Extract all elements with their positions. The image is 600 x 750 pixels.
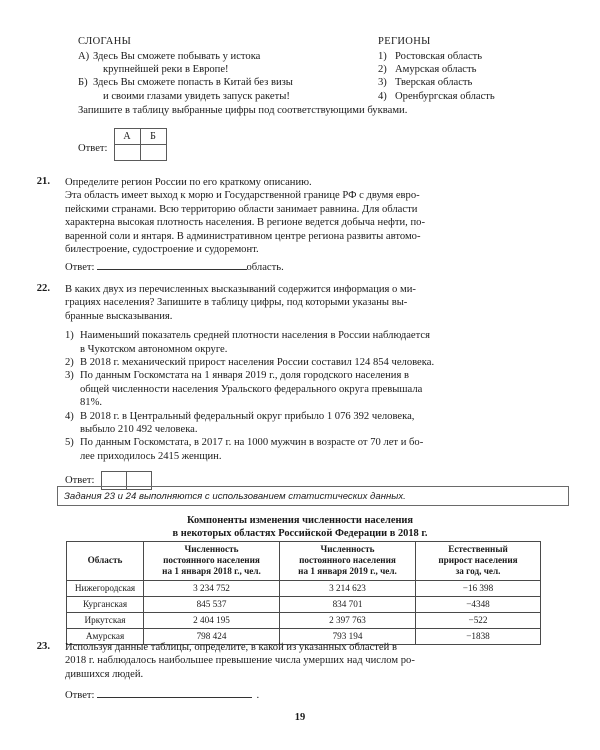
table-row xyxy=(67,581,541,597)
table-cell-pop2019: 2 397 763 xyxy=(280,613,416,629)
table-cell-pop2019: 834 701 xyxy=(280,597,416,613)
data-table-header-region-line-1: Область xyxy=(87,555,123,565)
region-item-3 xyxy=(378,76,578,89)
slogan-item-a xyxy=(78,50,378,76)
question-23-answer-suffix: . xyxy=(256,690,260,702)
question-22-option-3-text xyxy=(80,369,580,409)
data-table-header-pop2018-line-3: на 1 января 2018 г., чел. xyxy=(162,566,261,576)
question-21 xyxy=(20,176,580,275)
table-row xyxy=(67,613,541,629)
statistics-instruction-text: Задания 23 и 24 выполняются с использованием статистических данных. xyxy=(64,490,406,502)
region-item-4 xyxy=(378,90,578,103)
question-23-line-3: дившихся людей. xyxy=(65,668,144,680)
question-22-option-2[interactable] xyxy=(65,356,580,369)
region-item-2 xyxy=(378,63,578,76)
question-23-text xyxy=(65,641,580,681)
data-table-head xyxy=(67,542,541,581)
data-table-header-natural-growth-line-2: прирост населения xyxy=(438,555,518,565)
matching-answer-cell-a[interactable] xyxy=(114,145,140,161)
question-22-answer-label: Ответ: xyxy=(65,474,95,486)
question-22-options xyxy=(65,329,580,463)
region-marker-4: 4) xyxy=(378,90,387,102)
slogans-column xyxy=(78,36,378,103)
question-21-answer-input[interactable] xyxy=(97,260,247,270)
matching-answer-label: Ответ: xyxy=(78,143,108,154)
question-22-prompt-line-3: бранные высказывания. xyxy=(65,310,173,322)
matching-answer-header-a: А xyxy=(114,129,140,145)
question-21-prompt: Определите регион России по его краткому описанию. xyxy=(65,177,312,188)
data-table-title-line-2: в некоторых областях Российской Федерации в 2018 г. xyxy=(172,527,428,539)
table-cell-natural-growth: −16 398 xyxy=(416,581,541,597)
region-marker-1: 1) xyxy=(378,51,387,62)
data-table-header-pop2019-line-1: Численность xyxy=(320,544,375,554)
question-21-desc-line-3: характерна высокая плотность населения. В регионе ведется добыча нефти, по- xyxy=(65,217,425,229)
data-table-header-natural-growth-line-1: Естественный xyxy=(448,544,508,554)
slogan-line-a1: Здесь Вы сможете побывать у истока xyxy=(93,51,261,62)
matching-answer-header-row xyxy=(114,129,166,145)
question-22-option-1-line-1: Наименьший показатель средней плотности населения в России наблюдается xyxy=(80,330,430,342)
region-marker-3: 3) xyxy=(378,77,387,89)
table-cell-pop2018: 798 424 xyxy=(144,629,280,645)
question-22-option-2-text xyxy=(80,356,580,369)
question-22-prompt-line-2: грациях населения? Запишите в таблицу цифры, под которыми указаны вы- xyxy=(65,297,408,309)
question-22-option-1-line-2: в Чукотском автономном округе. xyxy=(80,343,228,355)
table-cell-region: Иркутская xyxy=(67,613,144,629)
data-table-title-line-1: Компоненты изменения численности населения xyxy=(186,515,414,526)
question-22-option-5-line-2: лее приходилось 2415 женщин. xyxy=(80,450,222,462)
data-table-header-natural-growth xyxy=(416,542,541,581)
question-21-desc-line-5: билестроение, судостроение и судоремонт. xyxy=(65,244,259,256)
data-table-header-pop2019 xyxy=(280,542,416,581)
question-22-option-5-line-1: По данным Госкомстата, в 2017 г. на 1000 мужчин в возрасте от 70 лет и бо- xyxy=(80,437,424,449)
question-22-option-2-marker: 2) xyxy=(65,357,74,369)
question-22 xyxy=(20,283,580,490)
data-table-header-natural-growth-line-3: за год, чел. xyxy=(455,566,501,576)
region-label-3: Тверская область xyxy=(395,77,473,89)
question-22-option-3-line-1: По данным Госкомстата на 1 января 2019 г., доля городского населения в xyxy=(80,370,409,382)
question-22-option-3-line-2: общей численности населения Уральского федерального округа превышала xyxy=(80,383,423,395)
slogan-line-b2: и своими глазами увидеть запуск ракеты! xyxy=(103,90,290,102)
data-table-header-pop2018-line-1: Численность xyxy=(184,544,239,554)
question-22-option-3-line-3: 81%. xyxy=(80,397,103,409)
region-label-4: Оренбургская область xyxy=(395,90,495,102)
question-23-answer-label: Ответ: xyxy=(65,690,95,702)
question-22-option-5-marker: 5) xyxy=(65,437,74,449)
slogan-item-b xyxy=(78,76,378,102)
question-23-answer-input[interactable] xyxy=(97,688,252,698)
table-cell-pop2019: 793 194 xyxy=(280,629,416,645)
question-23-answer-area xyxy=(65,688,580,702)
slogans-heading: СЛОГАНЫ xyxy=(78,36,132,47)
table-cell-pop2018: 3 234 752 xyxy=(144,581,280,597)
question-21-desc-line-2: пейскими странами. Всю территорию области занимает равнина. Для области xyxy=(65,203,418,215)
slogan-line-a2: крупнейшей реки в Европе! xyxy=(103,64,229,76)
region-label-2: Амурская область xyxy=(395,64,477,76)
data-table-body xyxy=(67,581,541,645)
population-data-table xyxy=(66,541,541,645)
question-23 xyxy=(20,641,580,703)
question-22-option-2-line-1: В 2018 г. механический прирост населения России составил 124 854 человека. xyxy=(80,357,435,369)
table-cell-pop2018: 2 404 195 xyxy=(144,613,280,629)
question-22-option-3[interactable] xyxy=(65,369,580,409)
data-table-header-row xyxy=(67,542,541,581)
data-table-header-region xyxy=(67,542,144,581)
table-cell-natural-growth: −522 xyxy=(416,613,541,629)
question-23-line-1: Используя данные таблицы, определите, в какой из указанных областей в xyxy=(65,642,397,653)
data-table-header-pop2019-line-3: на 1 января 2019 г., чел. xyxy=(298,566,397,576)
region-marker-2: 2) xyxy=(378,64,387,76)
question-22-option-4-marker: 4) xyxy=(65,410,74,422)
slogan-line-b1: Здесь Вы сможете попасть в Китай без визы xyxy=(93,77,293,89)
question-22-option-3-marker: 3) xyxy=(65,370,74,382)
slogan-marker-a: А) xyxy=(78,51,90,62)
question-22-number: 22. xyxy=(36,283,50,294)
matching-answer-area xyxy=(78,128,167,161)
question-22-option-1[interactable] xyxy=(65,329,580,356)
table-cell-pop2018: 845 537 xyxy=(144,597,280,613)
region-item-1 xyxy=(378,50,578,63)
question-22-option-4-line-1: В 2018 г. в Центральный федеральный округ прибыло 1 076 392 человека, xyxy=(80,410,415,422)
question-21-number: 21. xyxy=(36,176,50,187)
question-21-answer-suffix: область. xyxy=(246,262,284,274)
region-label-1: Ростовская область xyxy=(395,51,483,62)
regions-heading: РЕГИОНЫ xyxy=(378,36,431,47)
question-22-option-4[interactable] xyxy=(65,410,580,437)
question-23-number: 23. xyxy=(36,641,50,652)
data-table-header-pop2019-line-2: постоянного населения xyxy=(299,555,396,565)
slogan-text-a xyxy=(93,50,378,76)
data-table-header-pop2018 xyxy=(144,542,280,581)
matching-block xyxy=(78,36,578,117)
table-cell-region: Курганская xyxy=(67,597,144,613)
page-number: 19 xyxy=(294,712,306,723)
question-23-body xyxy=(65,641,580,703)
table-cell-natural-growth: −1838 xyxy=(416,629,541,645)
matching-instruction: Запишите в таблицу выбранные цифры под соответствующими буквами. xyxy=(78,104,408,116)
question-22-prompt-line-1: В каких двух из перечисленных высказываний содержится информация о ми- xyxy=(65,284,416,295)
question-22-option-1-text xyxy=(80,329,580,356)
table-cell-region: Нижегородская xyxy=(67,581,144,597)
question-22-option-4-text xyxy=(80,410,580,437)
question-22-prompt xyxy=(65,283,580,323)
slogan-text-b xyxy=(93,76,378,102)
question-22-body xyxy=(65,283,580,490)
question-22-option-5[interactable] xyxy=(65,436,580,463)
matching-answer-cell-b[interactable] xyxy=(140,145,166,161)
question-22-option-5-text xyxy=(80,436,580,463)
question-21-answer-area xyxy=(65,260,580,274)
slogan-marker-b: Б) xyxy=(78,77,88,89)
question-21-desc-line-1: Эта область имеет выход к морю и Государственной границе РФ с двумя евро- xyxy=(65,190,420,202)
question-23-line-2: 2018 г. наблюдалось наибольшее превышение числа умерших над числом ро- xyxy=(65,655,415,667)
question-21-answer-label: Ответ: xyxy=(65,262,95,274)
data-table-header-pop2018-line-2: постоянного населения xyxy=(163,555,260,565)
table-cell-region: Амурская xyxy=(67,629,144,645)
question-21-desc-line-4: варенной соли и янтаря. В административном центре региона развиты автомо- xyxy=(65,230,421,242)
table-cell-natural-growth: −4348 xyxy=(416,597,541,613)
table-row xyxy=(67,597,541,613)
matching-answer-header-b: Б xyxy=(140,129,166,145)
data-table-title xyxy=(0,515,600,540)
table-cell-pop2019: 3 214 623 xyxy=(280,581,416,597)
question-21-body xyxy=(65,176,580,275)
question-21-description xyxy=(65,189,580,256)
question-22-option-1-marker: 1) xyxy=(65,330,74,342)
regions-column xyxy=(378,36,578,103)
statistics-instruction-callout xyxy=(57,486,569,506)
question-22-option-4-line-2: выбыло 210 492 человека. xyxy=(80,424,198,436)
matching-answer-value-row[interactable] xyxy=(114,145,166,161)
matching-answer-grid[interactable] xyxy=(114,128,167,161)
